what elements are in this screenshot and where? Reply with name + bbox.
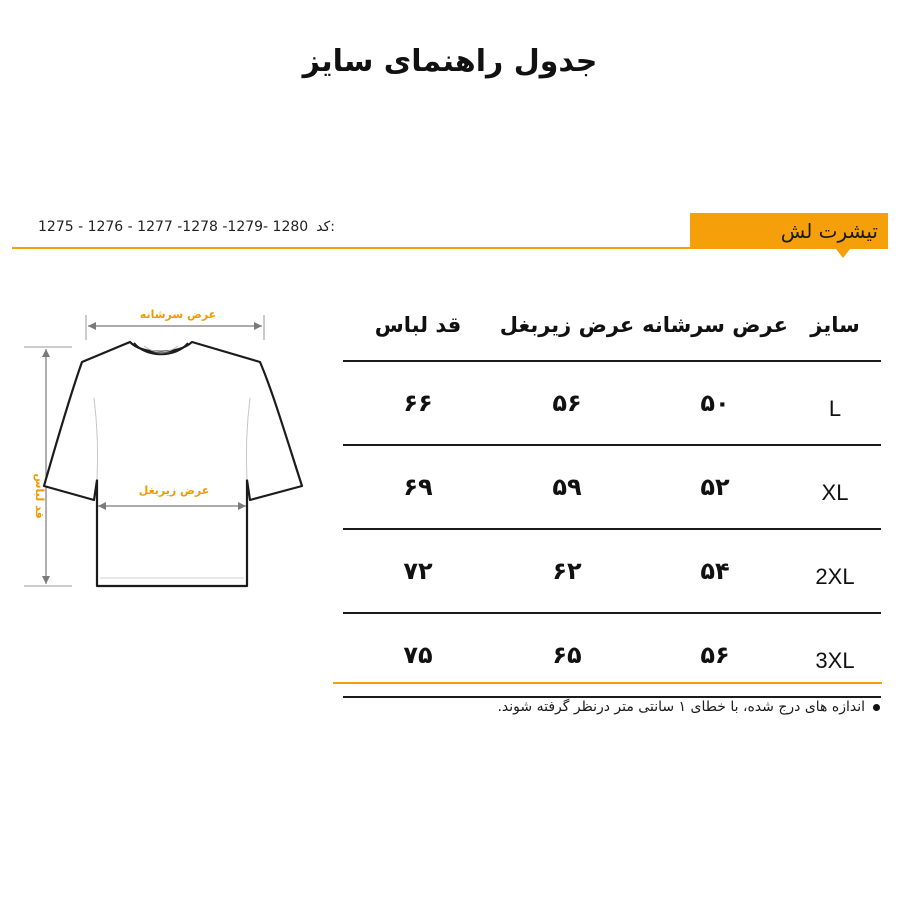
shoulder-value: ۵۶ bbox=[641, 613, 789, 697]
product-name-tab bbox=[690, 213, 888, 249]
shoulder-value: ۵۰ bbox=[641, 361, 789, 445]
header-armpit: عرض زیربغل bbox=[493, 290, 641, 361]
size-value: 2XL bbox=[789, 529, 881, 613]
header-length: قد لباس bbox=[343, 290, 493, 361]
measurement-note bbox=[497, 699, 880, 715]
armpit-value: ۶۵ bbox=[493, 613, 641, 697]
header-shoulder: عرض سرشانه bbox=[641, 290, 789, 361]
bullet-dot-icon bbox=[873, 704, 880, 711]
tshirt-outline-icon bbox=[22, 300, 312, 600]
page-title: جدول راهنمای سایز bbox=[302, 44, 598, 79]
armpit-value: ۵۶ bbox=[493, 361, 641, 445]
length-value: ۷۵ bbox=[343, 613, 493, 697]
product-codes bbox=[38, 219, 335, 235]
length-value: ۶۹ bbox=[343, 445, 493, 529]
shoulder-value: ۵۴ bbox=[641, 529, 789, 613]
tab-notch-icon bbox=[836, 249, 850, 258]
shoulder-dim-label: عرض سرشانه bbox=[139, 308, 217, 321]
table-header-row bbox=[343, 290, 881, 361]
table-row bbox=[343, 613, 881, 697]
size-value: XL bbox=[789, 445, 881, 529]
product-code-label: کد: bbox=[316, 219, 335, 235]
header-size: سایز bbox=[789, 290, 881, 361]
length-value: ۶۶ bbox=[343, 361, 493, 445]
product-name: تیشرت لش bbox=[780, 219, 878, 243]
length-dim-label: قد لباس bbox=[33, 473, 46, 519]
shoulder-value: ۵۲ bbox=[641, 445, 789, 529]
table-row bbox=[343, 529, 881, 613]
footer-divider bbox=[333, 682, 882, 684]
size-value: L bbox=[789, 361, 881, 445]
size-value: 3XL bbox=[789, 613, 881, 697]
armpit-dim-label: عرض زیربغل bbox=[138, 484, 210, 497]
size-table bbox=[343, 290, 881, 698]
product-header bbox=[12, 213, 888, 249]
table-row bbox=[343, 361, 881, 445]
armpit-value: ۵۹ bbox=[493, 445, 641, 529]
note-text: اندازه های درج شده، با خطای ۱ سانتی متر درنظر گرفته شوند. bbox=[497, 699, 865, 715]
length-value: ۷۲ bbox=[343, 529, 493, 613]
table-row bbox=[343, 445, 881, 529]
product-codes-value: 1275 - 1276 - 1277 -1278 -1279- 1280 bbox=[38, 219, 309, 235]
armpit-value: ۶۲ bbox=[493, 529, 641, 613]
tshirt-diagram bbox=[22, 300, 312, 600]
